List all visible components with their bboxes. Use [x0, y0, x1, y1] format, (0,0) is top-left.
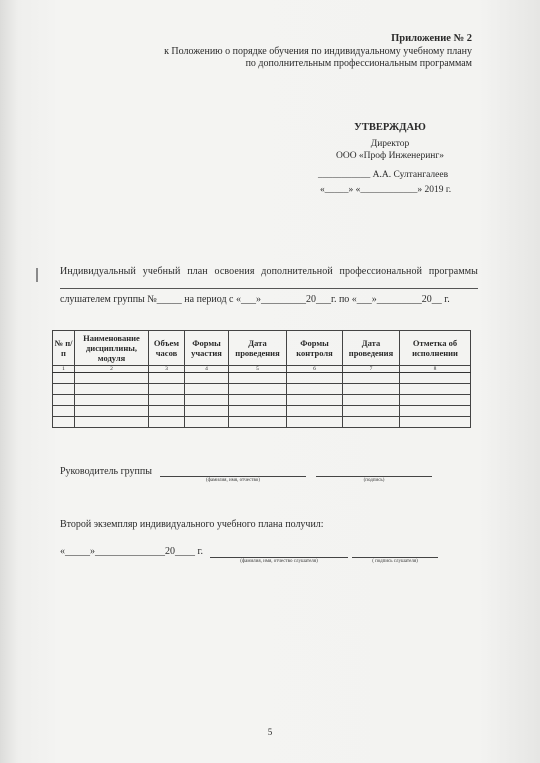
table-cell [400, 373, 471, 384]
appendix-subtitle-line-2: по дополнительным профессиональным программам [245, 58, 472, 69]
supervisor-label: Руководитель группы [60, 466, 152, 477]
supervisor-signature-line [316, 476, 432, 477]
table-cell [53, 406, 75, 417]
table-cell [343, 373, 400, 384]
column-number: 2 [75, 366, 149, 373]
receipt-name-caption: (фамилия, имя, отчество слушателя) [240, 559, 318, 564]
column-header: Формы участия [185, 331, 229, 366]
supervisor-name-caption: (фамилия, имя, отчество) [206, 478, 260, 483]
table-cell [229, 373, 287, 384]
table-row [53, 384, 471, 395]
table-cell [343, 384, 400, 395]
plan-period-line: слушателем группы №_____ на период с «___»_________20___г. по «___»_________20__ г. [60, 294, 450, 305]
table-cell [287, 373, 343, 384]
table-cell [185, 395, 229, 406]
appendix-title: Приложение № 2 [391, 33, 472, 44]
column-header: № п/п [53, 331, 75, 366]
table-cell [343, 406, 400, 417]
table-cell [149, 384, 185, 395]
plan-table [52, 330, 471, 428]
page-number: 5 [267, 727, 273, 737]
table-cell [229, 417, 287, 428]
table-row [53, 406, 471, 417]
table-cell [400, 406, 471, 417]
plan-heading: Индивидуальный учебный план освоения дополнительной профессиональной программы [60, 266, 478, 277]
table-cell [53, 384, 75, 395]
table-cell [53, 395, 75, 406]
column-header: Наименование дисциплины, модуля [75, 331, 149, 366]
column-number-row [53, 366, 471, 373]
table-cell [229, 395, 287, 406]
approval-date-line: «_____» «____________» 2019 г. [320, 185, 452, 195]
table-cell [185, 384, 229, 395]
table-cell [75, 406, 149, 417]
table-cell [343, 417, 400, 428]
table-cell [287, 395, 343, 406]
receipt-signature-caption: ( подпись слушателя) [372, 559, 418, 564]
table-cell [75, 384, 149, 395]
column-header: Дата проведения [343, 331, 400, 366]
table-cell [287, 417, 343, 428]
table-cell [287, 406, 343, 417]
table-cell [149, 395, 185, 406]
column-header: Формы контроля [287, 331, 343, 366]
column-number: 7 [343, 366, 400, 373]
scan-artifact [36, 268, 38, 282]
column-number: 1 [53, 366, 75, 373]
column-header: Объем часов [149, 331, 185, 366]
table-cell [229, 406, 287, 417]
approval-position: Директор [370, 139, 410, 149]
table-row [53, 373, 471, 384]
column-header: Отметка об исполнении [400, 331, 471, 366]
table-cell [185, 373, 229, 384]
table-cell [185, 417, 229, 428]
table-row [53, 417, 471, 428]
table-cell [53, 417, 75, 428]
column-number: 8 [400, 366, 471, 373]
table-cell [343, 395, 400, 406]
column-number: 6 [287, 366, 343, 373]
receipt-name-line [210, 557, 348, 558]
table-cell [229, 384, 287, 395]
table-cell [149, 373, 185, 384]
column-number: 5 [229, 366, 287, 373]
column-header: Дата проведения [229, 331, 287, 366]
appendix-subtitle-line-1: к Положению о порядке обучения по индивидуальному учебному плану [164, 46, 472, 57]
table-cell [287, 384, 343, 395]
table-cell [53, 373, 75, 384]
table-cell [400, 395, 471, 406]
receipt-label: Второй экземпляр индивидуального учебного плана получил: [60, 519, 324, 530]
approval-organization: ООО «Проф Инженеринг» [335, 151, 445, 161]
table-cell [75, 417, 149, 428]
table-cell [75, 395, 149, 406]
table-cell [149, 417, 185, 428]
column-number: 4 [185, 366, 229, 373]
table-cell [149, 406, 185, 417]
supervisor-signature-caption: (подпись) [363, 478, 385, 483]
supervisor-name-line [160, 476, 306, 477]
table-row [53, 395, 471, 406]
table-header-row [53, 331, 471, 366]
table-cell [400, 417, 471, 428]
table-cell [185, 406, 229, 417]
table-cell [75, 373, 149, 384]
plan-program-blank-line [60, 288, 478, 289]
receipt-date-line: «_____»______________20____ г. [60, 546, 203, 557]
table-cell [400, 384, 471, 395]
receipt-signature-line [352, 557, 438, 558]
column-number: 3 [149, 366, 185, 373]
approval-title: УТВЕРЖДАЮ [354, 122, 426, 133]
approval-signature-line: ___________ А.А. Султангалеев [318, 170, 449, 180]
